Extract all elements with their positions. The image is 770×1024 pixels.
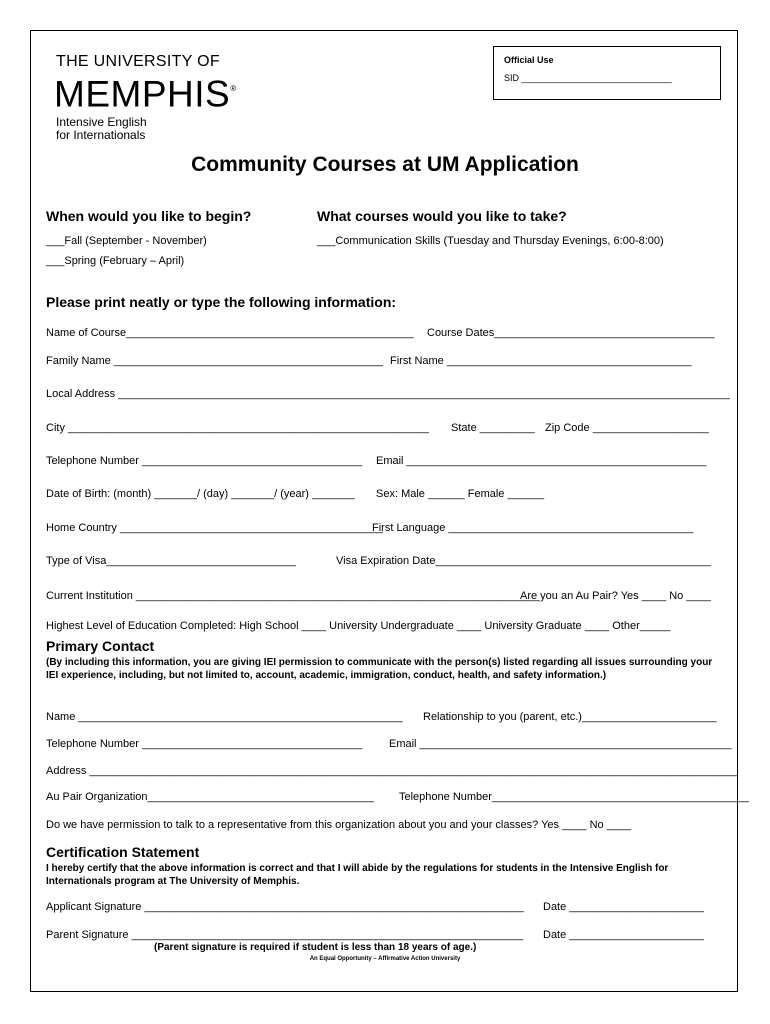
education-level-field[interactable]: Highest Level of Education Completed: High School ____ University Undergraduate ____ University Graduate ____ Other_____ (46, 620, 671, 632)
begin-heading: When would you like to begin? (46, 208, 252, 224)
sid-field[interactable]: SID ______________________________ (504, 73, 672, 83)
applicant-date-field[interactable]: Date ______________________ (543, 901, 704, 913)
info-heading: Please print neatly or type the following information: (46, 294, 397, 310)
application-form (30, 30, 749, 992)
local-address-field[interactable]: Local Address ____________________________________________________________________________________________________ (46, 388, 730, 400)
official-use-title: Official Use (504, 55, 554, 65)
contact-address-field[interactable]: Address __________________________________________________________________________________________________________ (46, 765, 738, 777)
logo-university-of: THE UNIVERSITY OF (56, 53, 220, 70)
zip-code-field[interactable]: Zip Code ___________________ (545, 422, 709, 434)
current-institution-field[interactable]: Current Institution __________________________________________________________________ (46, 590, 540, 602)
courses-heading: What courses would you like to take? (317, 208, 567, 224)
certification-text: I hereby certify that the above information is correct and that I will abide by the regulations for students in the Intensive English for Internationals program at The University of Memphis. (46, 863, 669, 887)
spring-option[interactable]: ___Spring (February – April) (46, 255, 185, 267)
parent-signature-note: (Parent signature is required if student is less than 18 years of age.) (154, 942, 477, 953)
contact-email-field[interactable]: Email ___________________________________________________ (389, 738, 732, 750)
visa-expiration-field[interactable]: Visa Expiration Date_____________________________________________ (336, 555, 711, 567)
telephone-field[interactable]: Telephone Number ____________________________________ (46, 455, 363, 467)
family-name-field[interactable]: Family Name ____________________________________________ (46, 355, 384, 367)
email-field[interactable]: Email _________________________________________________ (376, 455, 707, 467)
primary-contact-heading: Primary Contact (46, 638, 155, 654)
visa-type-field[interactable]: Type of Visa_______________________________ (46, 555, 296, 567)
home-country-field[interactable]: Home Country ___________________________________________ (46, 522, 384, 534)
first-name-field[interactable]: First Name ________________________________________ (390, 355, 692, 367)
logo-for-internationals: for Internationals (56, 128, 146, 142)
state-field[interactable]: State _________ (451, 422, 535, 434)
communication-skills-option[interactable]: ___Communication Skills (Tuesday and Thursday Evenings, 6:00-8:00) (317, 235, 664, 247)
official-use-box (493, 46, 721, 100)
permission-question[interactable]: Do we have permission to talk to a representative from this organization about you and your classes? Yes ____ No ____ (46, 819, 632, 831)
organization-telephone-field[interactable]: Telephone Number__________________________________________ (399, 791, 749, 803)
registered-mark: ® (230, 84, 237, 93)
certification-heading: Certification Statement (46, 844, 200, 860)
page-title: Community Courses at UM Application (191, 153, 579, 176)
date-of-birth-field[interactable]: Date of Birth: (month) _______/ (day) _______/ (year) _______ (46, 488, 355, 500)
au-pair-field[interactable]: Are you an Au Pair? Yes ____ No ____ (520, 590, 711, 602)
applicant-signature-field[interactable]: Applicant Signature ______________________________________________________________ (46, 901, 524, 913)
logo-memphis (54, 71, 237, 114)
sex-field[interactable]: Sex: Male ______ Female ______ (376, 488, 545, 500)
relationship-field[interactable]: Relationship to you (parent, etc.)______________________ (423, 711, 717, 723)
au-pair-organization-field[interactable]: Au Pair Organization_____________________________________ (46, 791, 374, 803)
parent-date-field[interactable]: Date ______________________ (543, 929, 704, 941)
logo-intensive-english: Intensive English (56, 115, 147, 129)
parent-signature-field[interactable]: Parent Signature ________________________________________________________________ (46, 929, 524, 941)
logo-memphis-text: MEMPHIS (54, 73, 231, 115)
equal-opportunity-footer: An Equal Opportunity – Affirmative Action University (309, 956, 461, 962)
contact-name-field[interactable]: Name _____________________________________________________ (46, 711, 403, 723)
fall-option[interactable]: ___Fall (September - November) (46, 235, 207, 247)
city-field[interactable]: City ___________________________________________________________ (46, 422, 429, 434)
contact-telephone-field[interactable]: Telephone Number ____________________________________ (46, 738, 363, 750)
course-name-field[interactable]: Name of Course_______________________________________________ (46, 327, 414, 339)
course-dates-field[interactable]: Course Dates____________________________________ (427, 327, 715, 339)
primary-contact-note: (By including this information, you are giving IEI permission to communicate with the person(s) listed regarding all issues surrounding your IEI experience, including, but not limited to, account, academic, immigration, conduct, health, and safety information.) (46, 657, 713, 681)
first-language-field[interactable]: First Language ________________________________________ (372, 522, 694, 534)
logo-subtitle (56, 116, 196, 142)
